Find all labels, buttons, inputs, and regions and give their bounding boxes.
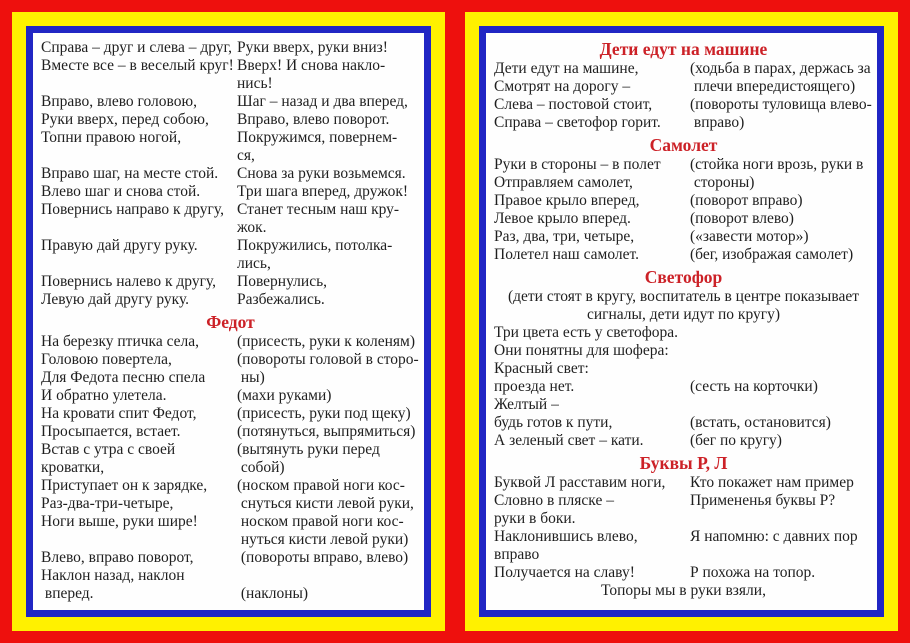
- verse-text: Раз-два-три-четыре,: [41, 495, 174, 512]
- verse-row: [41, 531, 420, 549]
- verse-text: Они понятны для шофера:: [494, 342, 669, 359]
- action-text: Станет тесным наш кру-: [237, 201, 400, 218]
- verse-row: [41, 567, 420, 585]
- verse-text: Наклон назад, наклон: [41, 567, 185, 584]
- verse-row: [41, 585, 420, 603]
- verse-row: [41, 165, 420, 183]
- action-text: (потянуться, выпрямиться): [237, 423, 416, 440]
- verse-row: [41, 219, 420, 237]
- action-text: стороны): [690, 174, 755, 191]
- verse-row: [41, 237, 420, 255]
- section-Буквы Р, Л: [494, 453, 873, 600]
- verse-text: вправо: [494, 546, 540, 563]
- verse-row: [494, 510, 873, 528]
- verse-row: [494, 414, 873, 432]
- verse-text: [41, 255, 237, 273]
- verse-text: Слева – постовой стоит,: [494, 96, 653, 113]
- verse-row: [41, 201, 420, 219]
- right-page-content: [479, 26, 884, 617]
- action-text: ны): [237, 369, 265, 386]
- verse-text: вперед.: [41, 585, 94, 602]
- verse-row: [494, 474, 873, 492]
- verse-row: [494, 378, 873, 396]
- verse-row: [494, 174, 873, 192]
- verse-row: [494, 360, 873, 378]
- section-intro-line: сигналы, дети идут по кругу): [586, 306, 781, 323]
- verse-row: [41, 369, 420, 387]
- verse-text: руки в боки.: [494, 510, 576, 527]
- action-text: собой): [237, 459, 285, 476]
- verse-text: Приступает он к зарядке,: [41, 477, 208, 494]
- verse-row: [41, 549, 420, 567]
- verse-text: Правое крыло вперед,: [494, 192, 640, 209]
- action-text: [690, 546, 873, 564]
- action-text: (бег, изображая самолет): [690, 246, 854, 263]
- verse-text: кроватки,: [41, 459, 105, 476]
- verse-text: Смотрят на дорогу –: [494, 78, 631, 95]
- verse-text: будь готов к пути,: [494, 414, 613, 431]
- verse-row: [494, 342, 873, 360]
- verse-text: Получается на славу!: [494, 564, 635, 581]
- verse-text: Вправо, влево головою,: [41, 93, 197, 110]
- verse-row: [41, 39, 420, 57]
- verse-text: Влево, вправо поворот,: [41, 549, 194, 566]
- verse-row: [494, 96, 873, 114]
- action-text: (вытянуть руки перед: [237, 441, 380, 458]
- action-text: Р похожа на топор.: [690, 564, 816, 581]
- verse-row: [494, 78, 873, 96]
- verse-text: Наклонившись влево,: [494, 528, 638, 545]
- section-Светофор: [494, 267, 873, 450]
- verse-row: [494, 528, 873, 546]
- action-text: снуться кисти левой руки,: [237, 495, 414, 512]
- action-text: [690, 360, 873, 378]
- action-text: [690, 324, 873, 342]
- verse-text: [41, 531, 237, 549]
- action-text: («завести мотор»): [690, 228, 809, 245]
- verse-row: [41, 291, 420, 309]
- action-text: Покружились, потолка-: [237, 237, 393, 254]
- verse-row: [494, 114, 873, 132]
- verse-text: Справа – друг и слева – друг,: [41, 39, 232, 56]
- verse-row: [41, 111, 420, 129]
- verse-text: На березку птичка села,: [41, 333, 200, 350]
- section-Федот: [41, 312, 420, 603]
- action-text: (присесть, руки под щеку): [237, 405, 411, 422]
- verse-text: Отправляем самолет,: [494, 174, 633, 191]
- verse-row: [41, 273, 420, 291]
- verse-text: Повернись направо к другу,: [41, 201, 224, 218]
- action-text: Три шага вперед, дружок!: [237, 183, 409, 200]
- section-outro-line: Топоры мы в руки взяли,: [601, 582, 766, 599]
- verse-text: Три цвета есть у светофора.: [494, 324, 679, 341]
- verse-row: [494, 546, 873, 564]
- section-Самолет: [494, 135, 873, 264]
- verse-text: Ноги выше, руки шире!: [41, 513, 198, 530]
- action-text: (поворот влево): [690, 210, 794, 227]
- verse-text: Просыпается, встает.: [41, 423, 181, 440]
- verse-text: Раз, два, три, четыре,: [494, 228, 635, 245]
- left-page-content: [26, 26, 431, 617]
- verse-text: А зеленый свет – кати.: [494, 432, 644, 449]
- verse-row: [41, 255, 420, 273]
- verse-text: Буквой Л расставим ноги,: [494, 474, 666, 491]
- section-heading: Федот: [206, 312, 255, 332]
- action-text: носком правой ноги кос-: [237, 513, 404, 530]
- verse-row: [41, 147, 420, 165]
- action-text: Руки вверх, руки вниз!: [237, 39, 388, 56]
- verse-row: [494, 492, 873, 510]
- verse-row: [494, 246, 873, 264]
- verse-row: [41, 57, 420, 75]
- section-Дети едут на машине: [494, 39, 873, 132]
- action-text: Шаг – назад и два вперед,: [237, 93, 408, 110]
- action-text: (повороты туловища влево-: [690, 96, 872, 113]
- action-text: Кто покажет нам пример: [690, 474, 854, 491]
- verse-text: Руки вверх, перед собою,: [41, 111, 209, 128]
- verse-row: [41, 129, 420, 147]
- verse-text: Левую дай другу руку.: [41, 291, 190, 308]
- verse-row: [494, 156, 873, 174]
- action-text: Снова за руки возьмемся.: [237, 165, 406, 182]
- verse-row: [41, 441, 420, 459]
- action-text: вправо): [690, 114, 745, 131]
- verse-row: [41, 183, 420, 201]
- verse-row: [494, 396, 873, 414]
- verse-row: [494, 210, 873, 228]
- action-text: лись,: [237, 255, 271, 272]
- verse-row: [494, 192, 873, 210]
- verse-text: Красный свет:: [494, 360, 589, 377]
- verse-row: [41, 495, 420, 513]
- action-text: [690, 510, 873, 528]
- verse-text: Вместе все – в веселый круг!: [41, 57, 234, 74]
- action-text: (бег по кругу): [690, 432, 782, 449]
- right-page: [465, 12, 898, 631]
- section-verse-0: [41, 39, 420, 309]
- verse-text: Левое крыло вперед.: [494, 210, 631, 227]
- verse-text: Топни правою ногой,: [41, 129, 182, 146]
- verse-text: [41, 219, 237, 237]
- section-heading: Самолет: [649, 135, 718, 155]
- verse-text: Правую дай другу руку.: [41, 237, 198, 254]
- verse-text: Дети едут на машине,: [494, 60, 639, 77]
- action-text: нуться кисти левой руки): [237, 531, 409, 548]
- verse-text: Повернись налево к другу,: [41, 273, 216, 290]
- action-text: (ходьба в парах, держась за: [690, 60, 871, 77]
- action-text: Я напомню: с давних пор: [690, 528, 858, 545]
- verse-row: [494, 228, 873, 246]
- action-text: (повороты вправо, влево): [237, 549, 409, 566]
- action-text: Вправо, влево поворот.: [237, 111, 390, 128]
- verse-row: [41, 351, 420, 369]
- verse-row: [41, 93, 420, 111]
- verse-text: На кровати спит Федот,: [41, 405, 197, 422]
- verse-row: [41, 459, 420, 477]
- action-text: (носком правой ноги кос-: [237, 477, 405, 494]
- section-heading: Буквы Р, Л: [639, 453, 728, 473]
- action-text: (махи руками): [237, 387, 332, 404]
- action-text: (присесть, руки к коленям): [237, 333, 416, 350]
- verse-text: Головою повертела,: [41, 351, 172, 368]
- action-text: Разбежались.: [237, 291, 325, 308]
- action-text: (стойка ноги врозь, руки в: [690, 156, 864, 173]
- action-text: жок.: [237, 219, 267, 236]
- left-page: [12, 12, 445, 631]
- section-intro-line: (дети стоят в кругу, воспитатель в центре показывает: [507, 288, 859, 305]
- action-text: Повернулись,: [237, 273, 328, 290]
- action-text: Вверх! И снова накло-: [237, 57, 386, 74]
- verse-row: [41, 405, 420, 423]
- verse-text: Встав с утра с своей: [41, 441, 176, 458]
- action-text: [690, 342, 873, 360]
- action-text: плечи впередистоящего): [690, 78, 856, 95]
- action-text: [690, 396, 873, 414]
- verse-text: Желтый –: [494, 396, 559, 413]
- verse-row: [41, 387, 420, 405]
- verse-text: Руки в стороны – в полет: [494, 156, 661, 173]
- verse-text: [41, 75, 237, 93]
- verse-row: [494, 324, 873, 342]
- verse-text: Вправо шаг, на месте стой.: [41, 165, 219, 182]
- verse-row: [41, 333, 420, 351]
- verse-row: [41, 477, 420, 495]
- verse-text: [41, 147, 237, 165]
- section-heading: Дети едут на машине: [599, 39, 768, 59]
- verse-text: Справа – светофор горит.: [494, 114, 661, 131]
- verse-row: [41, 75, 420, 93]
- verse-row: [494, 564, 873, 582]
- verse-text: Влево шаг и снова стой.: [41, 183, 201, 200]
- action-text: нись!: [237, 75, 273, 92]
- action-text: (встать, остановится): [690, 414, 831, 431]
- section-heading: Светофор: [644, 267, 723, 287]
- verse-row: [494, 60, 873, 78]
- verse-text: Словно в пляске –: [494, 492, 614, 509]
- action-text: ся,: [237, 147, 255, 164]
- verse-text: Полетел наш самолет.: [494, 246, 640, 263]
- verse-text: проезда нет.: [494, 378, 575, 395]
- action-text: Покружимся, повернем-: [237, 129, 398, 146]
- action-text: (поворот вправо): [690, 192, 803, 209]
- action-text: [237, 567, 420, 585]
- verse-text: И обратно улетела.: [41, 387, 167, 404]
- action-text: (наклоны): [237, 585, 309, 602]
- verse-row: [41, 423, 420, 441]
- action-text: (повороты головой в сторо-: [237, 351, 419, 368]
- verse-row: [494, 432, 873, 450]
- verse-text: Для Федота песню спела: [41, 369, 206, 386]
- verse-row: [41, 513, 420, 531]
- action-text: (сесть на корточки): [690, 378, 818, 395]
- action-text: Примененья буквы Р?: [690, 492, 836, 509]
